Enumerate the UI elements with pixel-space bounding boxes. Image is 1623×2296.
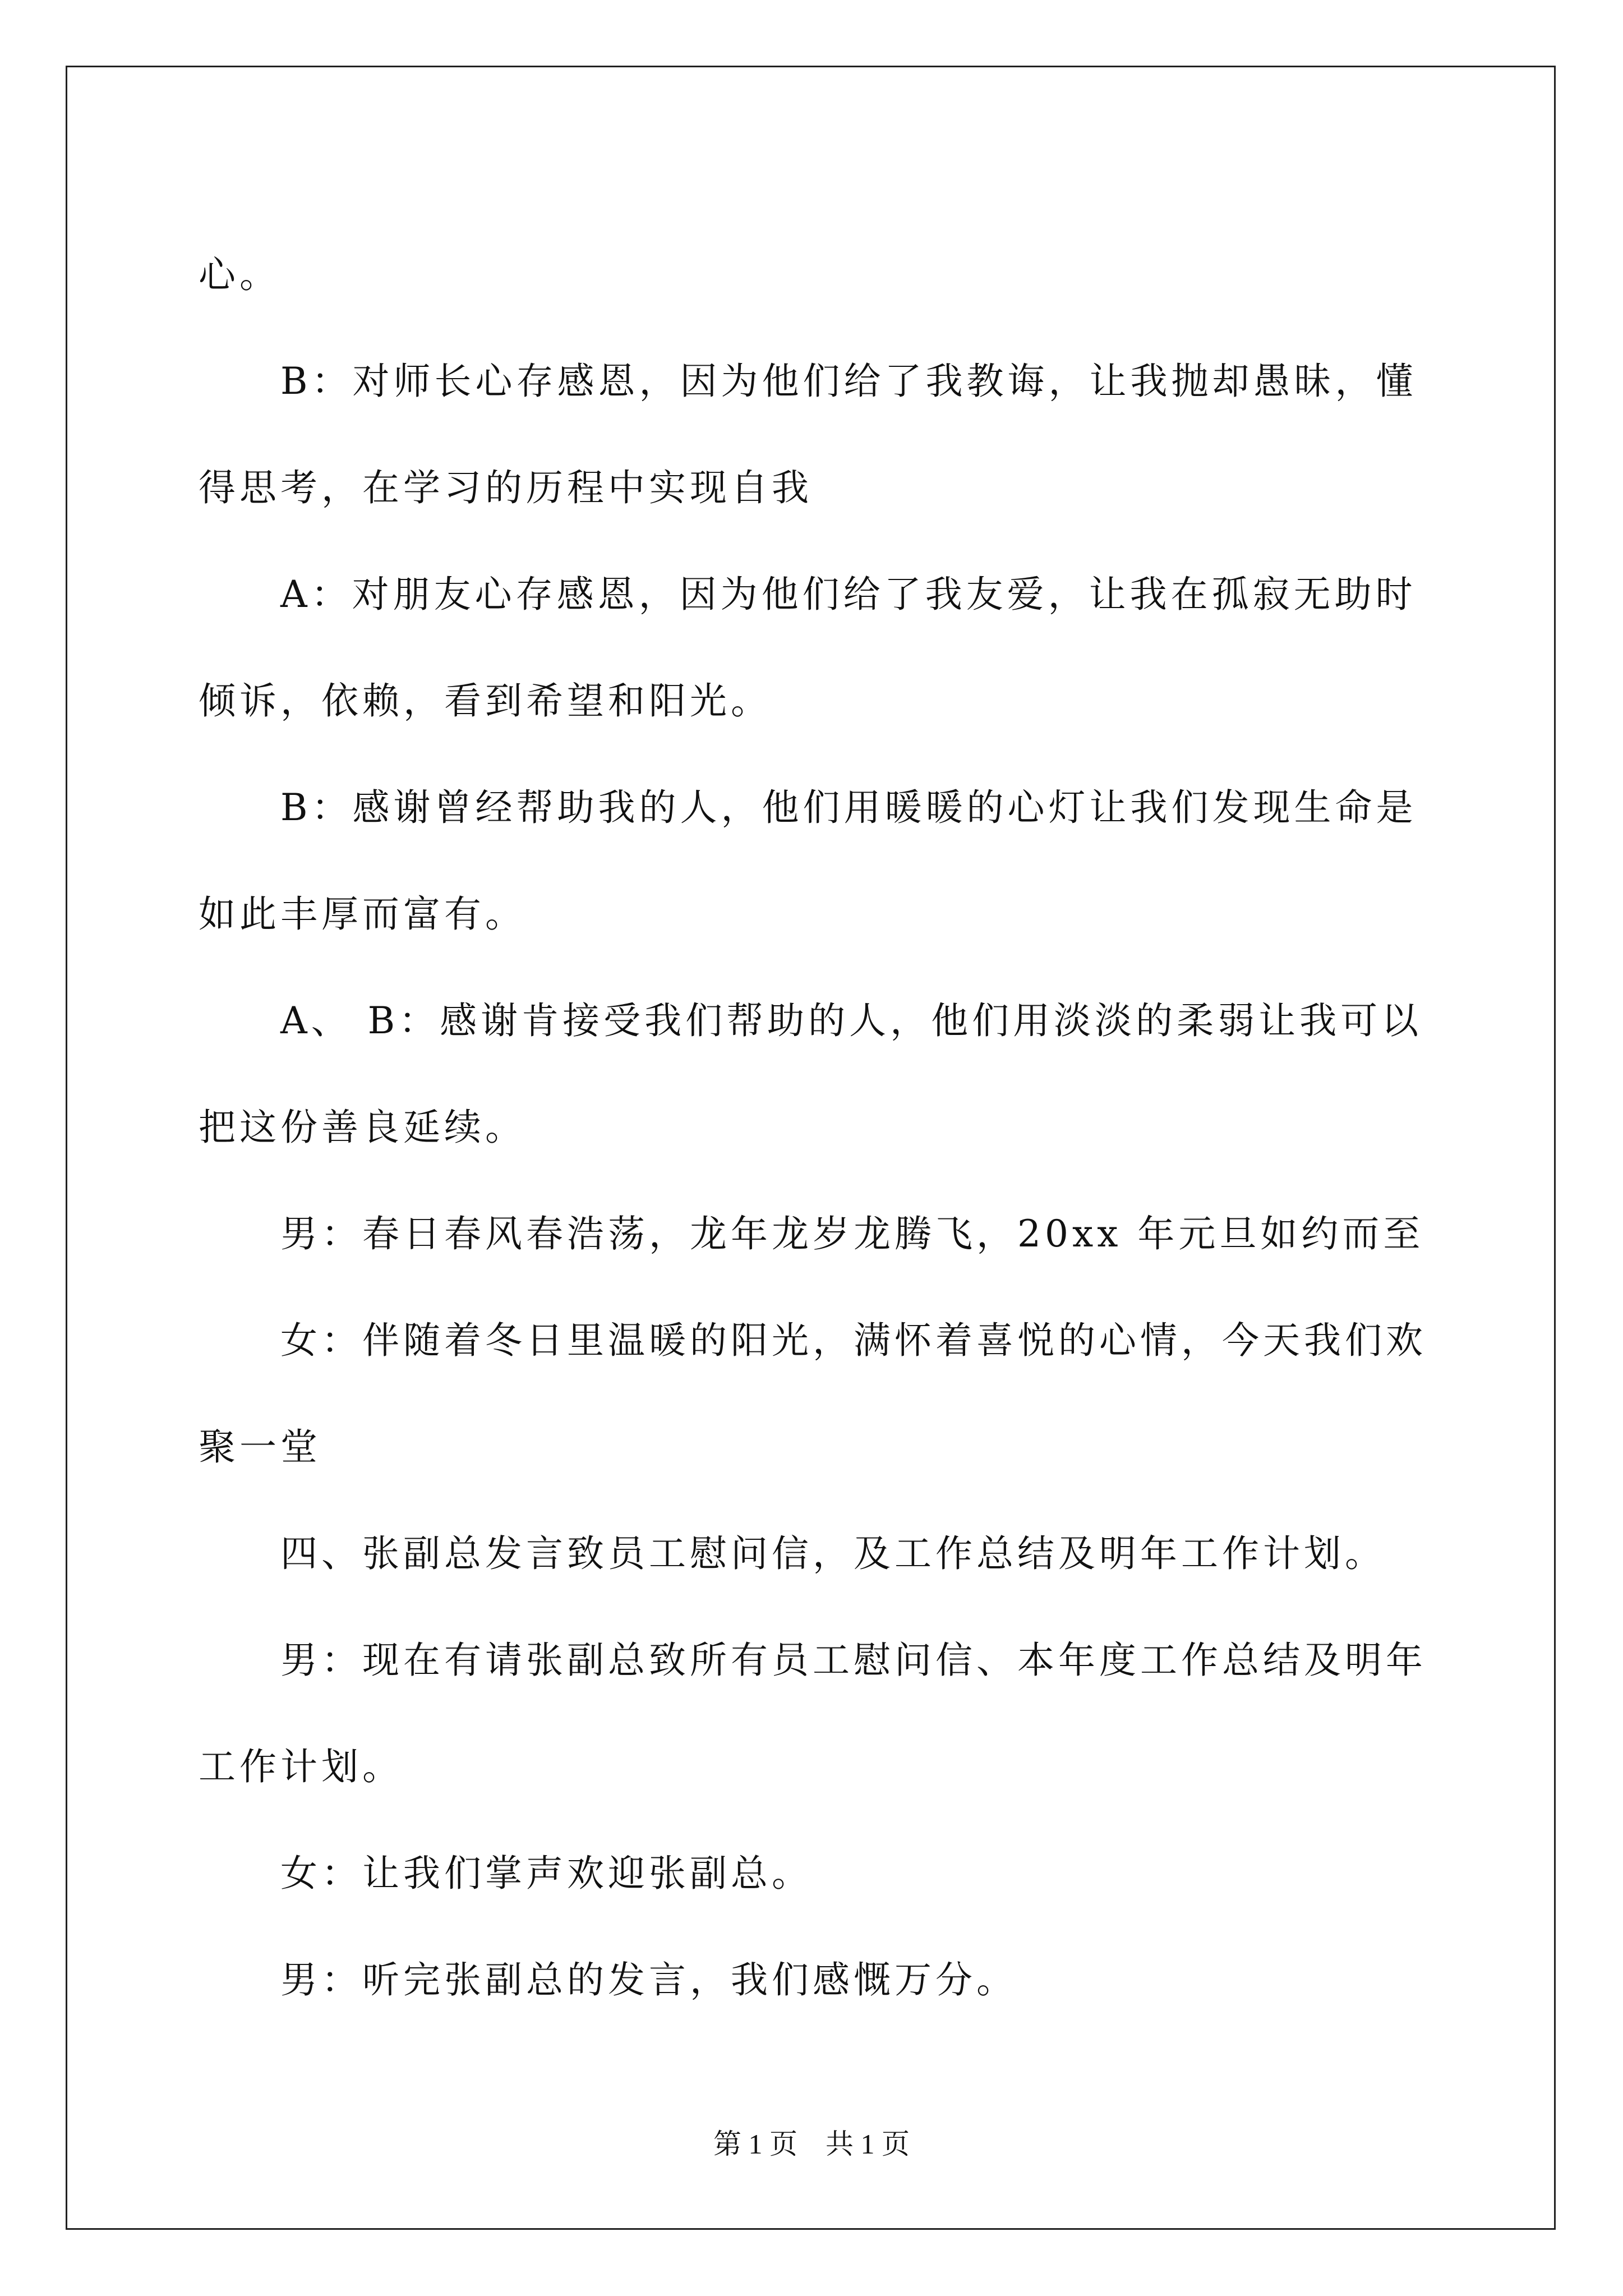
- paragraph: 心。: [199, 253, 280, 296]
- document-body: [199, 222, 1427, 2033]
- paragraph: A：对朋友心存感恩，因为他们给了我友爱，让我在孤寂无助时倾诉，依赖，看到希望和阳光。: [199, 573, 1417, 723]
- paragraph: B：感谢曾经帮助我的人，他们用暖暖的心灯让我们发现生命是如此丰厚而富有。: [199, 786, 1417, 936]
- paragraph: 男：现在有请张副总致所有员工慰问信、本年度工作总结及明年工作计划。: [199, 1639, 1427, 1788]
- paragraph: B：对师长心存感恩，因为他们给了我教诲，让我抛却愚昧，懂得思考，在学习的历程中实现自我: [199, 360, 1417, 509]
- paragraph: 男：听完张副总的发言，我们感慨万分。: [280, 1958, 1017, 2001]
- paragraph: 四、张副总发言致员工慰问信，及工作总结及明年工作计划。: [280, 1532, 1386, 1575]
- page-footer: [0, 2122, 1623, 2162]
- paragraph: 男：春日春风春浩荡，龙年龙岁龙腾飞，20xx 年元旦如约而至: [280, 1212, 1424, 1255]
- paragraph: 女：伴随着冬日里温暖的阳光，满怀着喜悦的心情，今天我们欢聚一堂: [199, 1319, 1427, 1469]
- paragraph: 女：让我们掌声欢迎张副总。: [280, 1852, 813, 1895]
- paragraph: A、 B：感谢肯接受我们帮助的人，他们用淡淡的柔弱让我可以把这份善良延续。: [199, 999, 1423, 1149]
- page-number-label: 第 1 页 共 1 页: [713, 2128, 910, 2160]
